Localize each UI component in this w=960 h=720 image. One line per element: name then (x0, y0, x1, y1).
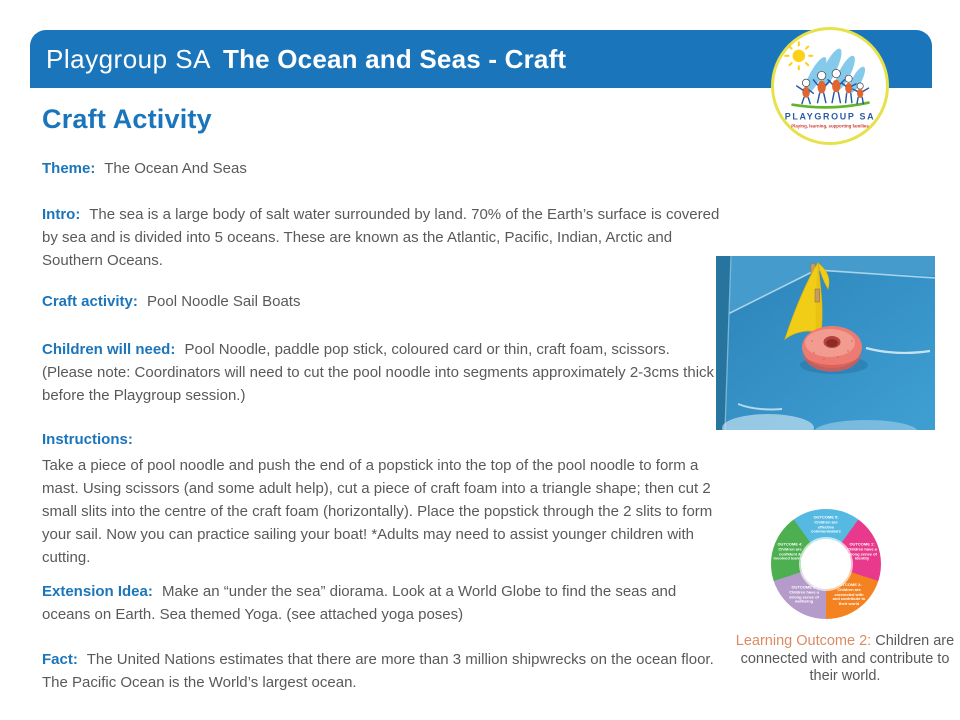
learning-outcome-caption (731, 633, 959, 686)
section-theme (42, 157, 720, 180)
children-will-need-note: (Please note: Coordinators will need to cut the pool noodle into segments approximately 2-3cms thick before the Playgroup session.) (42, 364, 715, 404)
extension-idea-text: Make an “under the sea” diorama. Look at a World Globe to find the seas and oceans on Earth. Sea themed Yoga. (see attached yoga poses) (42, 583, 677, 623)
learning-outcomes-wheel (771, 509, 881, 619)
instructions-label: Instructions: (42, 431, 133, 448)
instructions-text: Take a piece of pool noodle and push the end of a popstick into the top of the pool noodle to form a mast. Using scissors (and some adult help), cut a piece of craft foam into a triangle shape; then cut 2 small slits into the centre of the craft foam (horizontally). Place the popstick through the 2 slits to form your sail. Now you can practice sailing your boat! *Adults may need to assist younger children with cutting. (42, 457, 713, 566)
learning-outcome-caption-prefix: Learning Outcome 2: (735, 633, 872, 649)
wheel-segment-label: OUTCOME 2: Children are connected with and contribute to their world (832, 582, 866, 607)
logo-name-text: PLAYGROUP SA (784, 111, 876, 122)
theme-label: Theme: (42, 160, 96, 177)
craft-photo (716, 256, 935, 430)
learning-outcome-caption-text: Children are connected with and contribute to their world. (740, 633, 955, 684)
craft-activity-text: Pool Noodle Sail Boats (147, 293, 301, 310)
intro-label: Intro: (42, 206, 81, 223)
children-will-need-label: Children will need: (42, 341, 176, 358)
extension-idea-label: Extension Idea: (42, 583, 153, 600)
intro-text: The sea is a large body of salt water surrounded by land. 70% of the Earth’s surface is covered by sea and is divided into 5 oceans. These are known as the Atlantic, Pacific, Indian, Arctic and Southern Oceans. (42, 206, 720, 269)
section-extension-idea (42, 580, 720, 626)
section-intro (42, 203, 720, 272)
wheel-segment-label: OUTCOME 4: Children are confident & involved learners (773, 541, 807, 561)
wheel-segment-label: OUTCOME 5: Children are effective communicators (811, 514, 841, 534)
craft-activity-label: Craft activity: (42, 293, 138, 310)
section-instructions-body (42, 454, 720, 569)
wheel-segment-label: OUTCOME 1: Children have a strong sense of identity (847, 541, 877, 561)
wheel-segment-label: OUTCOME 3: Children have a strong sense of wellbeing (789, 584, 819, 604)
logo-tagline-text: Playing, learning, supporting families (791, 123, 869, 129)
page-title: Craft Activity (42, 104, 212, 134)
theme-text: The Ocean And Seas (104, 160, 247, 177)
section-craft-activity (42, 290, 720, 313)
playgroup-sa-logo (771, 27, 889, 145)
section-children-will-need (42, 338, 720, 407)
sun-icon (785, 42, 812, 69)
brand-name: Playgroup SA (46, 43, 211, 74)
section-instructions-heading (42, 428, 720, 451)
children-will-need-text: Pool Noodle, paddle pop stick, coloured card or thin, craft foam, scissors. (184, 341, 670, 358)
document-title: The Ocean and Seas - Craft (222, 43, 567, 74)
pool-noodle-boat-photo (716, 256, 935, 430)
section-fact (42, 648, 720, 694)
fact-text: The United Nations estimates that there are more than 3 million shipwrecks on the ocean floor. The Pacific Ocean is the World’s largest ocean. (42, 651, 714, 691)
logo-graphic (778, 34, 882, 138)
fact-label: Fact: (42, 651, 78, 668)
